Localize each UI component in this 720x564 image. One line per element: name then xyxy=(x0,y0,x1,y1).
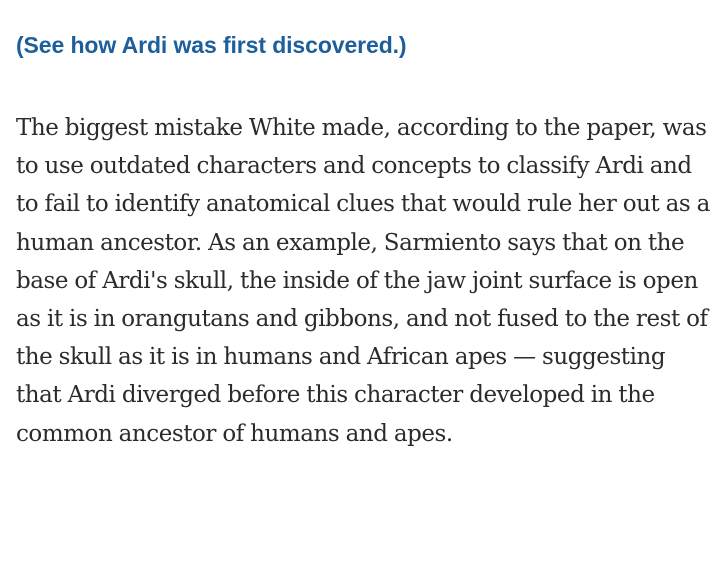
related-article-link[interactable]: (See how Ardi was first discovered.) xyxy=(16,32,407,58)
article-body xyxy=(16,30,716,453)
article-paragraph: The biggest mistake White made, according to the paper, was to use outdated characters and concepts to classify Ardi and to fail to identify anatomical clues that would rule her out as a human ancestor. As an example, Sarmiento says that on the base of Ardi's skull, the inside of the jaw joint surface is open as it is in orangutans and gibbons, and not fused to the rest of the skull as it is in humans and African apes — suggesting that Ardi diverged before this character developed in the common ancestor of humans and apes. xyxy=(16,115,710,447)
